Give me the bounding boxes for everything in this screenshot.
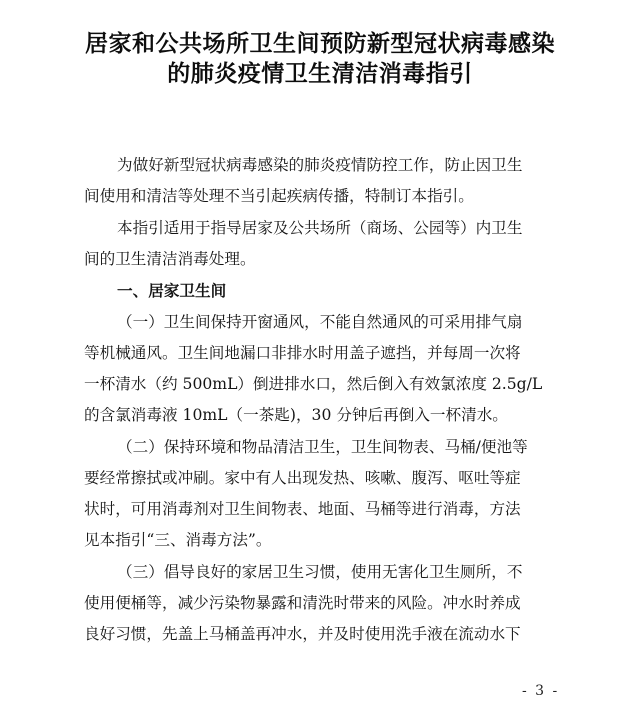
paragraph-item2-line-2: 要经常擦拭或冲刷。家中有人出现发热、咳嗽、腹泻、呕吐等症: [84, 469, 521, 487]
paragraph-item3-line-3: 良好习惯，先盖上马桶盖再冲水，并及时使用洗手液在流动水下: [84, 625, 521, 643]
paragraph-item1-line-4: 的含氯消毒液 10mL（一茶匙)，30 分钟后再倒入一杯清水。: [84, 406, 508, 424]
paragraph-intro-line-2: 间使用和清洁等处理不当引起疾病传播，特制订本指引。: [84, 187, 474, 205]
paragraph-item1-line-2: 等机械通风。卫生间地漏口非排水时用盖子遮挡，并每周一次将: [84, 344, 521, 362]
paragraph-item2-line-4: 见本指引“三、消毒方法”。: [84, 531, 272, 549]
paragraph-item2-line-3: 状时，可用消毒剂对卫生间物表、地面、马桶等进行消毒，方法: [84, 500, 521, 518]
paragraph-scope-line-2: 间的卫生清洁消毒处理。: [84, 250, 256, 268]
section-heading-home-bathroom: 一、居家卫生间: [117, 282, 227, 300]
page-number: - 3 -: [522, 683, 560, 699]
paragraph-item2-line-1: （二）保持环境和物品清洁卫生，卫生间物表、马桶/便池等: [117, 438, 528, 456]
paragraph-item1-line-3: 一杯清水（约 500mL）倒进排水口，然后倒入有效氯浓度 2.5g/L: [84, 375, 543, 393]
paragraph-item3-line-1: （三）倡导良好的家居卫生习惯，使用无害化卫生厕所，不: [117, 563, 523, 581]
paragraph-item1-line-1: （一）卫生间保持开窗通风，不能自然通风的可采用排气扇: [117, 313, 523, 331]
document-title-line-1: 居家和公共场所卫生间预防新型冠状病毒感染: [85, 31, 555, 57]
document-title-line-2: 的肺炎疫情卫生清洁消毒指引: [167, 61, 473, 87]
paragraph-item3-line-2: 使用便桶等，减少污染物暴露和清洗时带来的风险。冲水时养成: [84, 594, 521, 612]
paragraph-intro-line-1: 为做好新型冠状病毒感染的肺炎疫情防控工作，防止因卫生: [117, 156, 523, 174]
paragraph-scope-line-1: 本指引适用于指导居家及公共场所（商场、公园等）内卫生: [117, 219, 523, 237]
